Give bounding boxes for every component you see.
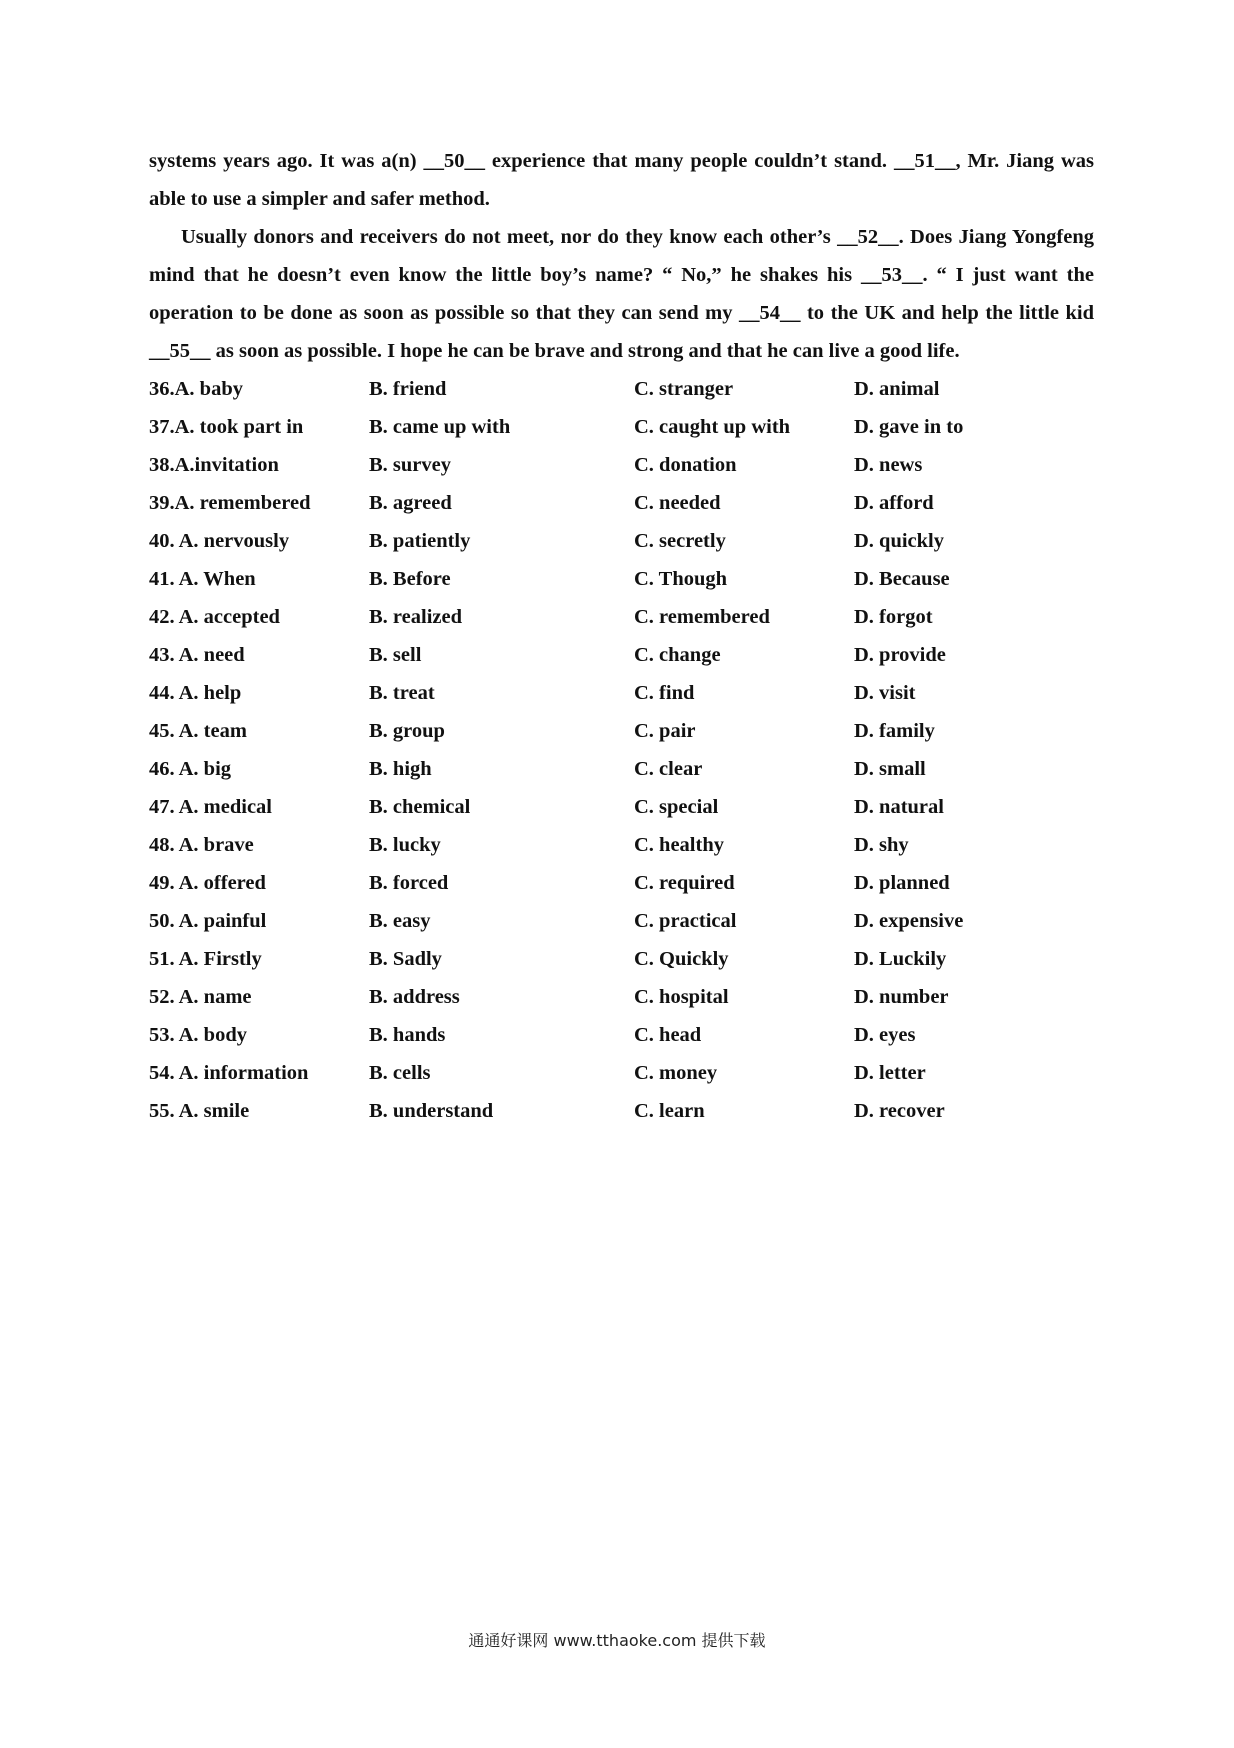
page-footer: 通通好课网 www.tthaoke.com 提供下载	[468, 1631, 766, 1650]
option-c: C. needed	[634, 492, 721, 514]
option-d: D. shy	[854, 834, 909, 856]
option-d: D. planned	[854, 872, 950, 894]
option-a: 48. A. brave	[149, 834, 254, 856]
passage-paragraph-1: systems years ago. It was a(n) __50__ experience that many people couldn’t stand. __51__, Mr. Jiang was able to use a simpler and safer method.	[149, 150, 1094, 210]
option-d: D. provide	[854, 644, 946, 666]
option-c: C. special	[634, 796, 719, 818]
option-b: B. understand	[369, 1100, 494, 1122]
option-c: C. money	[634, 1062, 718, 1084]
option-a: 41. A. When	[149, 568, 256, 590]
option-c: C. learn	[634, 1100, 705, 1122]
option-d: D. quickly	[854, 530, 944, 552]
option-c: C. Though	[634, 568, 728, 590]
option-a: 36.A. baby	[149, 378, 243, 400]
option-a: 54. A. information	[149, 1062, 309, 1084]
question-row	[149, 1016, 1094, 1054]
question-row	[149, 1054, 1094, 1092]
question-row	[149, 788, 1094, 826]
option-a: 52. A. name	[149, 986, 252, 1008]
option-a: 44. A. help	[149, 682, 242, 704]
option-b: B. forced	[369, 872, 449, 894]
option-c: C. practical	[634, 910, 737, 932]
question-row	[149, 522, 1094, 560]
option-b: B. lucky	[369, 834, 441, 856]
option-b: B. chemical	[369, 796, 471, 818]
option-b: B. group	[369, 720, 445, 742]
option-b: B. address	[369, 986, 460, 1008]
option-d: D. expensive	[854, 910, 964, 932]
question-row	[149, 370, 1094, 408]
option-d: D. recover	[854, 1100, 945, 1122]
option-c: C. change	[634, 644, 721, 666]
passage-paragraph-2: Usually donors and receivers do not meet, nor do they know each other’s __52__. Does Jiang Yongfeng mind that he doesn’t even know the little boy’s name? “ No,” he shakes his __53__. “ I just want the operation to be done as soon as possible so that they can send my __54__ to the UK and help the little kid __55__ as soon as possible. I hope he can be brave and strong and that he can live a good life.	[149, 226, 1094, 362]
option-b: B. agreed	[369, 492, 452, 514]
option-c: C. stranger	[634, 378, 734, 400]
question-row	[149, 902, 1094, 940]
option-a: 46. A. big	[149, 758, 232, 780]
option-d: D. Luckily	[854, 948, 947, 970]
option-c: C. head	[634, 1024, 702, 1046]
option-a: 55. A. smile	[149, 1100, 250, 1122]
question-row	[149, 636, 1094, 674]
option-d: D. news	[854, 454, 923, 476]
option-a: 45. A. team	[149, 720, 247, 742]
option-b: B. survey	[369, 454, 451, 476]
option-a: 38.A.invitation	[149, 454, 279, 476]
option-b: B. easy	[369, 910, 431, 932]
document-page	[149, 142, 1094, 1130]
question-row	[149, 484, 1094, 522]
options-list	[149, 370, 1094, 1130]
question-row	[149, 940, 1094, 978]
option-b: B. hands	[369, 1024, 446, 1046]
option-c: C. remembered	[634, 606, 770, 628]
option-c: C. healthy	[634, 834, 724, 856]
option-a: 40. A. nervously	[149, 530, 290, 552]
option-c: C. donation	[634, 454, 737, 476]
option-d: D. natural	[854, 796, 944, 818]
option-a: 47. A. medical	[149, 796, 272, 818]
option-c: C. Quickly	[634, 948, 729, 970]
question-row	[149, 408, 1094, 446]
option-c: C. hospital	[634, 986, 729, 1008]
question-row	[149, 978, 1094, 1016]
option-b: B. cells	[369, 1062, 431, 1084]
option-c: C. pair	[634, 720, 696, 742]
option-a: 37.A. took part in	[149, 416, 304, 438]
option-a: 51. A. Firstly	[149, 948, 262, 970]
option-b: B. treat	[369, 682, 435, 704]
option-d: D. eyes	[854, 1024, 916, 1046]
question-row	[149, 598, 1094, 636]
question-row	[149, 750, 1094, 788]
option-d: D. visit	[854, 682, 916, 704]
option-d: D. Because	[854, 568, 950, 590]
option-d: D. afford	[854, 492, 934, 514]
option-c: C. caught up with	[634, 416, 791, 438]
option-d: D. animal	[854, 378, 940, 400]
question-row	[149, 826, 1094, 864]
option-a: 42. A. accepted	[149, 606, 280, 628]
option-c: C. secretly	[634, 530, 726, 552]
option-b: B. high	[369, 758, 432, 780]
option-c: C. clear	[634, 758, 703, 780]
option-d: D. letter	[854, 1062, 926, 1084]
option-d: D. number	[854, 986, 949, 1008]
option-b: B. friend	[369, 378, 447, 400]
question-row	[149, 712, 1094, 750]
question-row	[149, 864, 1094, 902]
question-row	[149, 446, 1094, 484]
option-b: B. came up with	[369, 416, 511, 438]
option-d: D. family	[854, 720, 935, 742]
option-d: D. forgot	[854, 606, 933, 628]
option-a: 49. A. offered	[149, 872, 266, 894]
question-row	[149, 560, 1094, 598]
option-a: 53. A. body	[149, 1024, 247, 1046]
option-a: 50. A. painful	[149, 910, 267, 932]
option-d: D. gave in to	[854, 416, 964, 438]
option-c: C. required	[634, 872, 735, 894]
option-b: B. realized	[369, 606, 462, 628]
option-c: C. find	[634, 682, 695, 704]
option-b: B. Sadly	[369, 948, 442, 970]
option-d: D. small	[854, 758, 926, 780]
option-b: B. patiently	[369, 530, 471, 552]
option-a: 39.A. remembered	[149, 492, 311, 514]
option-b: B. Before	[369, 568, 451, 590]
question-row	[149, 1092, 1094, 1130]
question-row	[149, 674, 1094, 712]
option-a: 43. A. need	[149, 644, 245, 666]
option-b: B. sell	[369, 644, 422, 666]
